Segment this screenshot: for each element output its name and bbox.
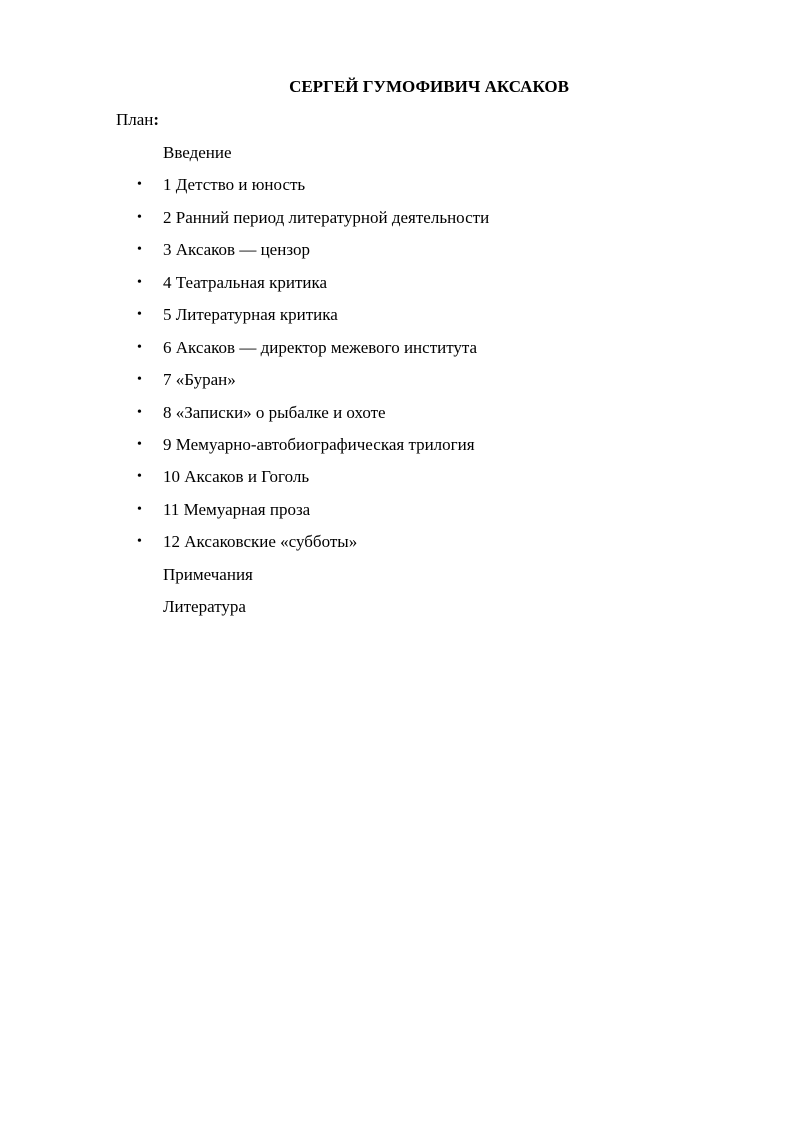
bullet-icon: •: [137, 372, 142, 388]
bullet-icon: •: [137, 242, 142, 258]
bullet-icon: •: [137, 436, 142, 452]
plan-item-text: 7 «Буран»: [163, 370, 236, 390]
plan-item-text: 11 Мемуарная проза: [163, 499, 311, 519]
plan-item-text: Примечания: [163, 564, 253, 584]
bullet-icon: •: [137, 307, 142, 323]
plan-item-text: Введение: [163, 143, 232, 162]
plan-item-text: 5 Литературная критика: [163, 305, 338, 325]
plan-heading: [116, 109, 159, 131]
bullet-icon: •: [137, 209, 142, 225]
plan-colon: :: [153, 110, 160, 129]
plan-item-text: 4 Театральная критика: [163, 272, 328, 292]
plan-item-text: 9 Мемуарно-автобиографическая трилогия: [163, 434, 475, 454]
plan-item-text: 6 Аксаков — директор межевого института: [163, 337, 478, 357]
page-title: СЕРГЕЙ ГУМОФИВИЧ АКСАКОВ: [289, 77, 569, 96]
plan-item-text: 2 Ранний период литературной деятельности: [163, 207, 490, 227]
plan-item-text: 1 Детство и юность: [163, 175, 306, 195]
plan-item-text: 3 Аксаков — цензор: [163, 240, 310, 260]
bullet-icon: •: [137, 339, 142, 355]
bullet-icon: •: [137, 469, 142, 485]
bullet-icon: •: [137, 404, 142, 420]
plan-item-text: 10 Аксаков и Гоголь: [163, 467, 310, 487]
bullet-icon: •: [137, 534, 142, 550]
bullet-icon: •: [137, 274, 142, 290]
bullet-icon: •: [137, 501, 142, 517]
plan-item-text: Литература: [163, 597, 246, 617]
plan-item-text: 8 «Записки» о рыбалке и охоте: [163, 402, 386, 422]
plan-label-text: План: [116, 110, 154, 129]
plan-item-text: 12 Аксаковские «субботы»: [163, 532, 358, 552]
bullet-icon: •: [137, 177, 142, 193]
